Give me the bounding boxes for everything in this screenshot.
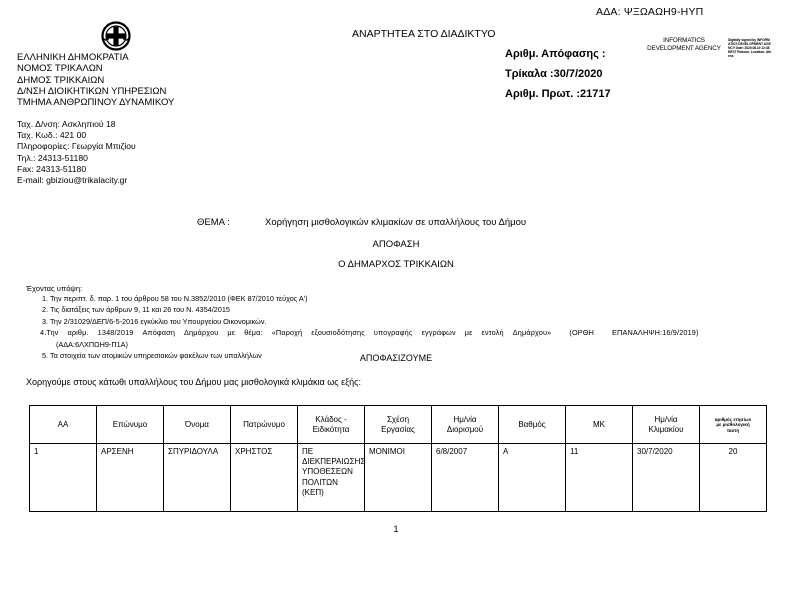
protocol-number-row [505, 84, 611, 104]
column-header-sxesi [365, 406, 432, 444]
page-number: 1 [393, 524, 399, 534]
cell-extra: 20 [700, 444, 767, 512]
preamble-item-4-w14: ΕΠΑΝΑΛΗΨΗ:16/9/2019) [612, 328, 699, 338]
column-header-sxesi-line1: Σχέση [386, 415, 410, 424]
contact-block [17, 119, 136, 186]
column-header-sxesi-line2: Εργασίας [381, 425, 415, 434]
preamble-item-4-w8: υπογραφής [373, 328, 413, 338]
cell-mk: 11 [566, 444, 633, 512]
preamble-item: 2. Τις διατάξεις των άρθρων 9, 11 και 26 του Ν. 4354/2015 [42, 305, 230, 315]
decision-number-row [505, 44, 611, 64]
cell-onoma: ΣΠΥΡΙΔΟΥΛΑ [164, 444, 231, 512]
grant-statement: Χορηγούμε στους κάτωθι υπαλλήλους του Δήμου μας μισθολογικά κλιμάκια ως εξής: [26, 377, 361, 387]
mayor-heading: Ο ΔΗΜΑΡΧΟΣ ΤΡΙΚΚΑΙΩΝ [338, 259, 454, 270]
preamble-item-4-w10: με [464, 328, 473, 338]
column-header-klados [298, 406, 365, 444]
table-row [30, 444, 767, 512]
national-emblem-icon [72, 18, 160, 56]
column-header-klados-line2: Ειδικότητα [312, 425, 350, 434]
decision-heading: ΑΠΟΦΑΣΗ [372, 239, 420, 250]
column-header-extra-line1: αριθμός ετησίων [714, 416, 752, 422]
ada-code: ΑΔΑ: ΨΞΩΑΩΗ9-ΗΥΠ [596, 6, 704, 18]
preamble-item: 5. Τα στοιχεία των ατομικών υπηρεσιακών φακέλων των υπαλλήλων [42, 351, 262, 361]
publication-notice: ΑΝΑΡΤΗΤΕΑ ΣΤΟ ΔΙΑΔΙΚΤΥΟ [352, 28, 496, 40]
cell-bathmos: Α [499, 444, 566, 512]
cell-epwnymo: ΑΡΣΕΝΗ [97, 444, 164, 512]
preamble-item-4-w12: Δημάρχου» [512, 328, 552, 338]
preamble-item-4-w3: Δημάρχου [184, 328, 219, 338]
column-header-extra-line2: με μισθολογική [716, 422, 750, 428]
column-header-extra [700, 406, 767, 444]
organization-block [17, 52, 174, 108]
contact-fax: Fax: 24313-51180 [17, 163, 87, 174]
contact-postcode: Ταχ. Κωδ.: 421 00 [17, 130, 87, 141]
preamble-item-4-w2: Απόφαση [142, 328, 176, 338]
column-header-patrwnymo: Πατρώνυμο [231, 406, 298, 444]
preamble-item-4-w7: εξουσιοδότησης [311, 328, 365, 338]
preamble-item-4-w1: 1348/2019 [97, 328, 134, 338]
column-header-imerominia-diorismou [432, 406, 499, 444]
preamble-item-4-w6: «Παροχή [271, 328, 303, 338]
decision-number-label: Αριθμ. Απόφασης : [505, 48, 606, 60]
city-date-value: 30/7/2020 [553, 68, 603, 80]
preamble-item-4-w11: εντολή [481, 328, 504, 338]
cell-aa: 1 [30, 444, 97, 512]
org-line-3: ΔΗΜΟΣ ΤΡΙΚΚΑΙΩΝ [17, 74, 105, 86]
employee-table [29, 405, 767, 512]
preamble-item-4-prefix: 4.Την [40, 328, 59, 338]
preamble-list [26, 293, 768, 361]
preamble-item-4-w0: αριθμ. [67, 328, 89, 338]
subject-row [197, 217, 526, 228]
table-header-row [30, 406, 767, 444]
protocol-number-value: 21717 [580, 88, 611, 100]
city-date-label: Τρίκαλα : [505, 68, 554, 80]
subject-text: Χορήγηση μισθολογικών κλιμακίων σε υπαλλήλους του Δήμου [265, 217, 527, 228]
column-header-imklim-line2: Κλιμακίου [648, 425, 684, 434]
preamble-item-4-w9: εγγράφων [421, 328, 456, 338]
column-header-epwnymo: Επώνυμο [97, 406, 164, 444]
digital-signature-stamp [645, 37, 770, 67]
column-header-imdior-line2: Διορισμού [446, 425, 484, 434]
column-header-extra-line3: ταυτη [726, 427, 740, 433]
column-header-imerominia-klimakiou [633, 406, 700, 444]
cell-klados: ΠΕ ΔΙΕΚΠΕΡΑΙΩΣΗΣ ΥΠΟΘΕΣΕΩΝ ΠΟΛΙΤΩΝ (ΚΕΠ) [298, 444, 365, 512]
protocol-number-label: Αριθμ. Πρωτ. : [505, 88, 581, 100]
contact-info: Πληροφορίες: Γεωργία Μπιζίου [17, 141, 136, 152]
column-header-onoma: Όνομα [164, 406, 231, 444]
column-header-imdior-line1: Ημ/νία [453, 415, 477, 424]
preamble-item-4-w4: με [227, 328, 236, 338]
org-line-5: ΤΜΗΜΑ ΑΝΘΡΩΠΙΝΟΥ ΔΥΝΑΜΙΚΟΥ [17, 97, 175, 109]
cell-imerominia-klimakiou: 30/7/2020 [633, 444, 700, 512]
column-header-bathmos: Βαθμός [499, 406, 566, 444]
city-date-row [505, 64, 611, 84]
column-header-imklim-line1: Ημ/νία [654, 415, 678, 424]
signature-metadata: Digitally signed by INFORMATICS DEVELOPMENT AGENCY Date: 2020.08.19 12:38 EEST Reason: Location: Athens [728, 38, 772, 58]
cell-imerominia-diorismou: 6/8/2007 [432, 444, 499, 512]
column-header-aa: ΑΑ [30, 406, 97, 444]
org-line-4: Δ/ΝΣΗ ΔΙΟΙΚΗΤΙΚΩΝ ΥΠΗΡΕΣΙΩΝ [17, 85, 167, 97]
cell-sxesi: ΜΟΝΙΜΟΙ [365, 444, 432, 512]
preamble-item: 3. Την 2/31029/ΔΕΠ/6-5-2016 εγκύκλιο του Υπουργείου Οικονομικών. [42, 316, 267, 326]
preamble-item-4 [26, 327, 768, 338]
column-header-klados-line1: Κλάδος - [315, 415, 347, 424]
preamble-item-4-ada: (ΑΔΑ:6ΛΧΠΩΗ9-Π1Α) [56, 339, 128, 349]
signature-authority-name: INFORMATICS DEVELOPMENT AGENCY [647, 37, 721, 52]
preamble-item-4-w13: (ΟΡΘΗ [569, 328, 595, 338]
preamble-item: 1. Την περιπτ. δ. παρ. 1 του άρθρου 58 του Ν.3852/2010 (ΦΕΚ 87/2010 τεύχος Α') [42, 294, 308, 303]
contact-phone: Τηλ.: 24313-51180 [17, 152, 88, 163]
subject-label: ΘΕΜΑ : [197, 217, 230, 228]
decision-meta-block [505, 44, 611, 104]
preamble-item-4-w5: θέμα: [244, 328, 263, 338]
column-header-mk: ΜΚ [566, 406, 633, 444]
org-line-2: ΝΟΜΟΣ ΤΡΙΚΑΛΩΝ [17, 63, 103, 75]
resolution-heading: ΑΠΟΦΑΣΙΖΟΥΜΕ [359, 353, 433, 363]
preamble-intro: Έχοντας υπόψη: [26, 284, 83, 293]
cell-patrwnymo: ΧΡΗΣΤΟΣ [231, 444, 298, 512]
contact-email: E-mail: gbiziou@trikalacity.gr [17, 175, 128, 186]
org-line-1: ΕΛΛΗΝΙΚΗ ΔΗΜΟΚΡΑΤΙΑ [17, 52, 129, 63]
contact-address: Ταχ. Δ/νση: Ασκληπιού 18 [17, 119, 116, 129]
